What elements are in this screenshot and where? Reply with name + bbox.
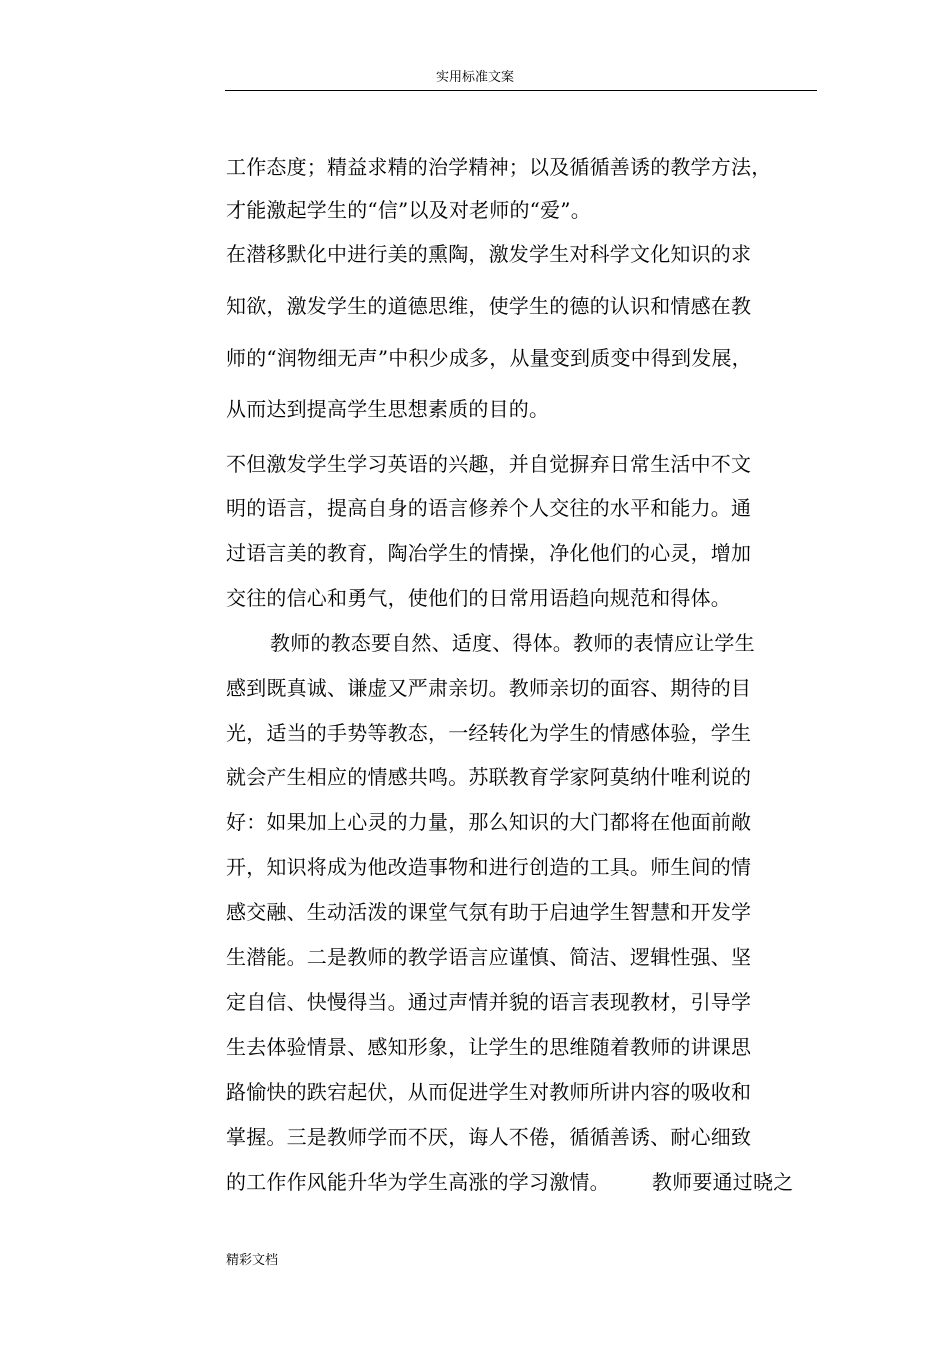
text-line: 才能激起学生的“信”以及对老师的“爱”。 bbox=[226, 198, 591, 222]
text-line: 明的语言，提高自身的语言修养个人交往的水平和能力。通 bbox=[226, 496, 752, 520]
text-line: 好：如果加上心灵的力量，那么知识的大门都将在他面前敞 bbox=[226, 810, 752, 834]
text-line: 知欲，激发学生的道德思维，使学生的德的认识和情感在教 bbox=[226, 294, 752, 318]
text-line: 路愉快的跌宕起伏，从而促进学生对教师所讲内容的吸收和 bbox=[226, 1080, 752, 1104]
text-line: 交往的信心和勇气，使他们的日常用语趋向规范和得体。 bbox=[226, 586, 731, 610]
text-line: 开，知识将成为他改造事物和进行创造的工具。师生间的情 bbox=[226, 855, 752, 879]
page-footer: 精彩文档 bbox=[226, 1253, 279, 1268]
text-line: 师的“润物细无声”中积少成多，从量变到质变中得到发展， bbox=[226, 346, 752, 370]
text-line: 定自信、快慢得当。通过声情并貌的语言表现教材，引导学 bbox=[226, 990, 752, 1014]
text-line: 生潜能。二是教师的教学语言应谨慎、简洁、逻辑性强、坚 bbox=[226, 945, 752, 969]
text-line: 生去体验情景、感知形象，让学生的思维随着教师的讲课思 bbox=[226, 1035, 752, 1059]
text-line: 不但激发学生学习英语的兴趣，并自觉摒弃日常生活中不文 bbox=[226, 452, 752, 476]
text-line: 教师要通过晓之 bbox=[652, 1170, 794, 1194]
header-rule bbox=[225, 90, 817, 91]
text-line: 工作态度；精益求精的治学精神；以及循循善诱的教学方法， bbox=[226, 155, 772, 179]
text-line: 的工作作风能升华为学生高涨的学习激情。 bbox=[226, 1170, 610, 1194]
text-line: 过语言美的教育，陶冶学生的情操，净化他们的心灵，增加 bbox=[226, 541, 752, 565]
text-line: 从而达到提高学生思想素质的目的。 bbox=[226, 397, 550, 421]
text-line: 教师的教态要自然、适度、得体。教师的表情应让学生 bbox=[270, 631, 755, 655]
text-line: 就会产生相应的情感共鸣。苏联教育学家阿莫纳什唯利说的 bbox=[226, 765, 752, 789]
text-line: 感交融、生动活泼的课堂气氛有助于启迪学生智慧和开发学 bbox=[226, 900, 752, 924]
text-line: 感到既真诚、谦虚又严肃亲切。教师亲切的面容、期待的目 bbox=[226, 676, 752, 700]
page-header: 实用标准文案 bbox=[435, 70, 514, 85]
text-line: 光，适当的手势等教态，一经转化为学生的情感体验，学生 bbox=[226, 721, 752, 745]
text-line: 掌握。三是教师学而不厌，诲人不倦，循循善诱、耐心细致 bbox=[226, 1125, 752, 1149]
text-line: 在潜移默化中进行美的熏陶，激发学生对科学文化知识的求 bbox=[226, 242, 752, 266]
